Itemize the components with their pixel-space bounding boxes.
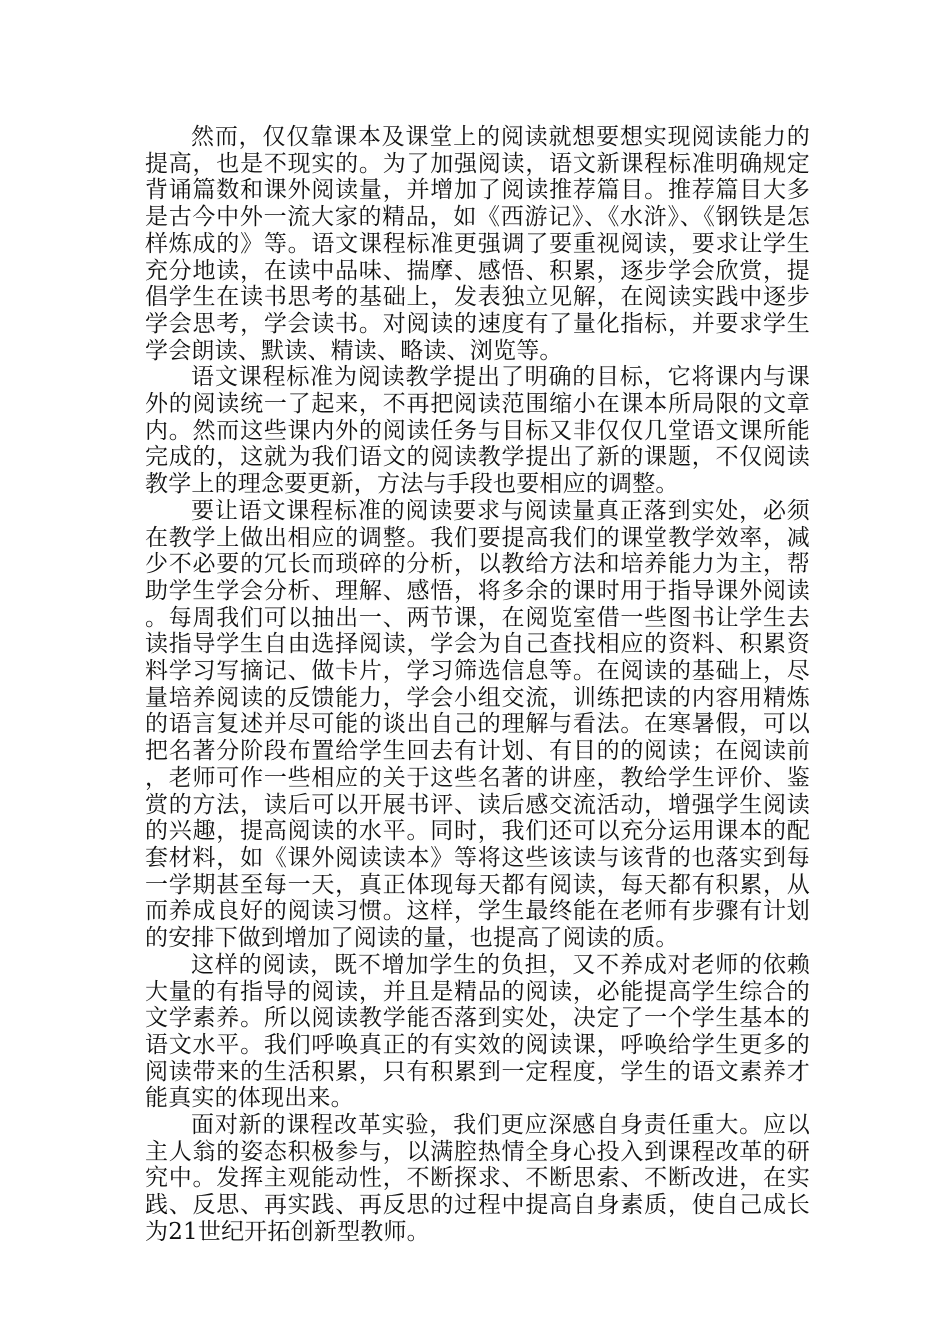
paragraph-3: 要让语文课程标准的阅读要求与阅读量真正落到实处，必须在教学上做出相应的调整。我们要提高我们的课堂教学效率，减少不必要的冗长而琐碎的分析，以教给方法和培养能力为主，帮助学生学会分析、理解、感悟，将多余的课时用于指导课外阅读。每周我们可以抽出一、两节课，在阅览室借一些图书让学生去读指导学生自由选择阅读，学会为自己查找相应的资料、积累资料学习写摘记、做卡片，学习筛选信息等。在阅读的基础上，尽量培养阅读的反馈能力，学会小组交流，训练把读的内容用精炼的语言复述并尽可能的谈出自己的理解与看法。在寒暑假，可以把名著分阶段布置给学生回去有计划、有目的的阅读；在阅读前，老师可作一些相应的关于这些名著的讲座，教给学生评价、鉴赏的方法，读后可以开展书评、读后感交流活动，增强学生阅读的兴趣，提高阅读的水平。同时，我们还可以充分运用课本的配套材料，如《课外阅读读本》等将这些该读与该背的也落实到每一学期甚至每一天，真正体现每天都有阅读，每天都有积累，从而养成良好的阅读习惯。这样，学生最终能在老师有步骤有计划的安排下做到增加了阅读的量，也提高了阅读的质。: [145, 497, 810, 952]
document-body: [145, 124, 810, 1246]
paragraph-5: 面对新的课程改革实验，我们更应深感自身责任重大。应以主人翁的姿态积极参与，以满腔热情全身心投入到课程改革的研究中。发挥主观能动性，不断探求、不断思索、不断改进，在实践、反思、再实践、再反思的过程中提高自身素质，使自己成长为21世纪开拓创新型教师。: [145, 1112, 810, 1245]
paragraph-4: 这样的阅读，既不增加学生的负担，又不养成对老师的依赖大量的有指导的阅读，并且是精品的阅读，必能提高学生综合的文学素养。所以阅读教学能否落到实处，决定了一个学生基本的语文水平。我们呼唤真正的有实效的阅读课，呼唤给学生更多的阅读带来的生活积累，只有积累到一定程度，学生的语文素养才能真实的体现出来。: [145, 951, 810, 1112]
paragraph-2: 语文课程标准为阅读教学提出了明确的目标，它将课内与课外的阅读统一了起来，不再把阅读范围缩小在课本所局限的文章内。然而这些课内外的阅读任务与目标又非仅仅几堂语文课所能完成的，这就为我们语文的阅读教学提出了新的课题，不仅阅读教学上的理念要更新，方法与手段也要相应的调整。: [145, 364, 810, 498]
paragraph-1: 然而，仅仅靠课本及课堂上的阅读就想要想实现阅读能力的提高，也是不现实的。为了加强阅读，语文新课程标准明确规定背诵篇数和课外阅读量，并增加了阅读推荐篇目。推荐篇目大多是古今中外一流大家的精品，如《西游记》、《水浒》、《钢铁是怎样炼成的》等。语文课程标准更强调了要重视阅读，要求让学生充分地读，在读中品味、揣摩、感悟、积累，逐步学会欣赏，提倡学生在读书思考的基础上，发表独立见解，在阅读实践中逐步学会思考，学会读书。对阅读的速度有了量化指标，并要求学生学会朗读、默读、精读、略读、浏览等。: [145, 124, 810, 364]
